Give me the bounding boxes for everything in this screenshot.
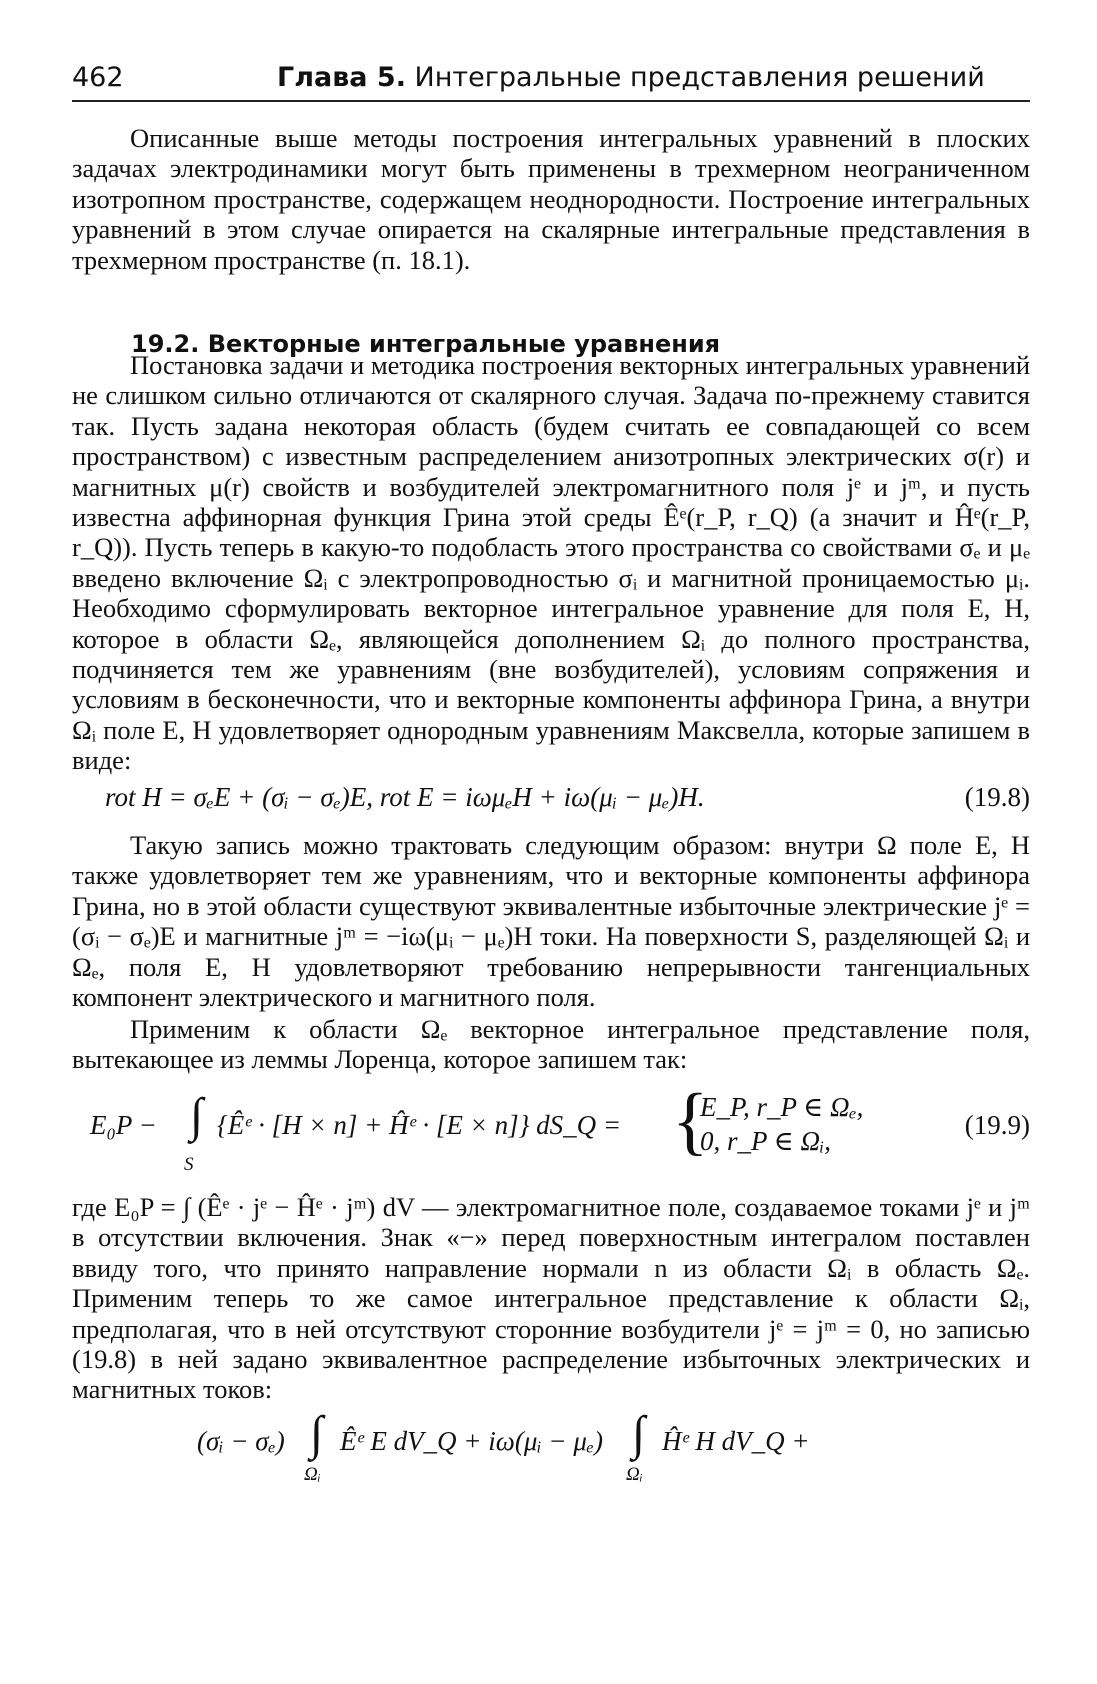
paragraph-lorentz: Применим к области Ωₑ векторное интегральное представление поля, вытекающее из леммы Лоренца, которое запишем так: xyxy=(72,1014,1030,1075)
page-number: 462 xyxy=(72,62,124,93)
integral-sign: ∫ xyxy=(190,1089,204,1142)
equation-number: (19.8) xyxy=(964,782,1030,812)
chapter-title: Глава 5. Интегральные представления решений xyxy=(277,62,985,93)
section-heading: 19.2. Векторные интегральные уравнения xyxy=(131,330,721,358)
running-header xyxy=(72,58,1032,98)
paragraph-interpretation: Такую запись можно трактовать следующим образом: внутри Ω поле E, H также удовлетворяет тем же уравнениям, что и векторные компоненты аффинора Грина, но в этой области существуют эквивалентные избыточные электрические jᵉ = (σᵢ − σₑ)E и магнитные jᵐ = −iω(μᵢ − μₑ)H токи. На поверхности S, разделяющей Ωᵢ и Ωₑ, поля E, H удовлетворяют требованию непрерывности тангенциальных компонент электрического и магнитного поля. xyxy=(72,830,1030,1013)
integral-sign: ∫ xyxy=(632,1407,646,1460)
equation-number: (19.9) xyxy=(964,1110,1030,1140)
paragraph-intro: Описанные выше методы построения интегральных уравнений в плоских задачах электродинамики могут быть применены в трехмерном неограниченном изотропном пространстве, содержащем неоднородности. Построение интегральных уравнений в этом случае опирается на скалярные интегральные представления в трехмерном пространстве (п. 18.1). xyxy=(72,123,1030,275)
equation-19-8 xyxy=(72,782,1030,822)
cases-block: E_P, r_P ∈ Ωₑ, 0, r_P ∈ Ωᵢ, xyxy=(700,1092,864,1156)
equation-volume: (σᵢ − σₑ) ∫ Ωᵢ Êᵉ E dV_Q + iω(μᵢ − μₑ) ∫ Ωᵢ Ĥᵉ H dV_Q + xyxy=(197,1407,810,1485)
paragraph-explanation: где E₀P = ∫ (Êᵉ · jᵉ − Ĥᵉ · jᵐ) dV — электромагнитное поле, создаваемое токами jᵉ и jᵐ в отсутствии включения. Знак «−» перед поверхностным интегралом поставлен ввиду того, что принято направление нормали n из области Ωᵢ в область Ωₑ. Применим теперь то же самое интегральное представление к области Ωᵢ, предполагая, что в ней отсутствуют сторонние возбудители jᵉ = jᵐ = 0, но записью (19.8) в ней задано эквивалентное распределение избыточных электрических и магнитных токов: xyxy=(72,1192,1030,1405)
paragraph-problem: Постановка задачи и методика построения векторных интегральных уравнений не слишком сильно отличаются от скалярного случая. Задача по-прежнему ставится так. Пусть задана некоторая область (будем считать ее совпадающей со всем пространством) с известным распределением анизотропных электрических σ(r) и магнитных μ(r) свойств и возбудителей электромагнитного поля jᵉ и jᵐ, и пусть известна аффинорная функция Грина этой среды Êᵉ(r_P, r_Q) (а значит и Ĥᵉ(r_P, r_Q)). Пусть теперь в какую-то подобласть этого пространства со свойствами σₑ и μₑ введено включение Ωᵢ с электропроводностью σᵢ и магнитной проницаемостью μᵢ. Необходимо сформулировать векторное интегральное уравнение для поля E, H, которое в области Ωₑ, являющейся дополнением Ωᵢ до полного пространства, подчиняется тем же уравнениям (вне возбудителей), условиям сопряжения и условиям в бесконечности, что и векторные компоненты аффинора Грина, а внутри Ωᵢ поле E, H удовлетворяет однородным уравнениям Максвелла, которые запишем в виде: xyxy=(72,350,1031,776)
header-rule xyxy=(72,100,1030,102)
equation-body: rot H = σₑE + (σᵢ − σₑ)E, rot E = iωμₑH + iω(μᵢ − μₑ)H. xyxy=(105,782,705,812)
cases-brace: { xyxy=(672,1079,709,1163)
equation-19-9: E₀P − ∫ S {Êᵉ · [H × n] + Ĥᵉ · [E × n]} dS_Q = { E_P, r_P ∈ Ωₑ, 0, r_P ∈ Ωᵢ, (19.9) xyxy=(90,1079,1030,1175)
integral-sign: ∫ xyxy=(310,1407,324,1460)
